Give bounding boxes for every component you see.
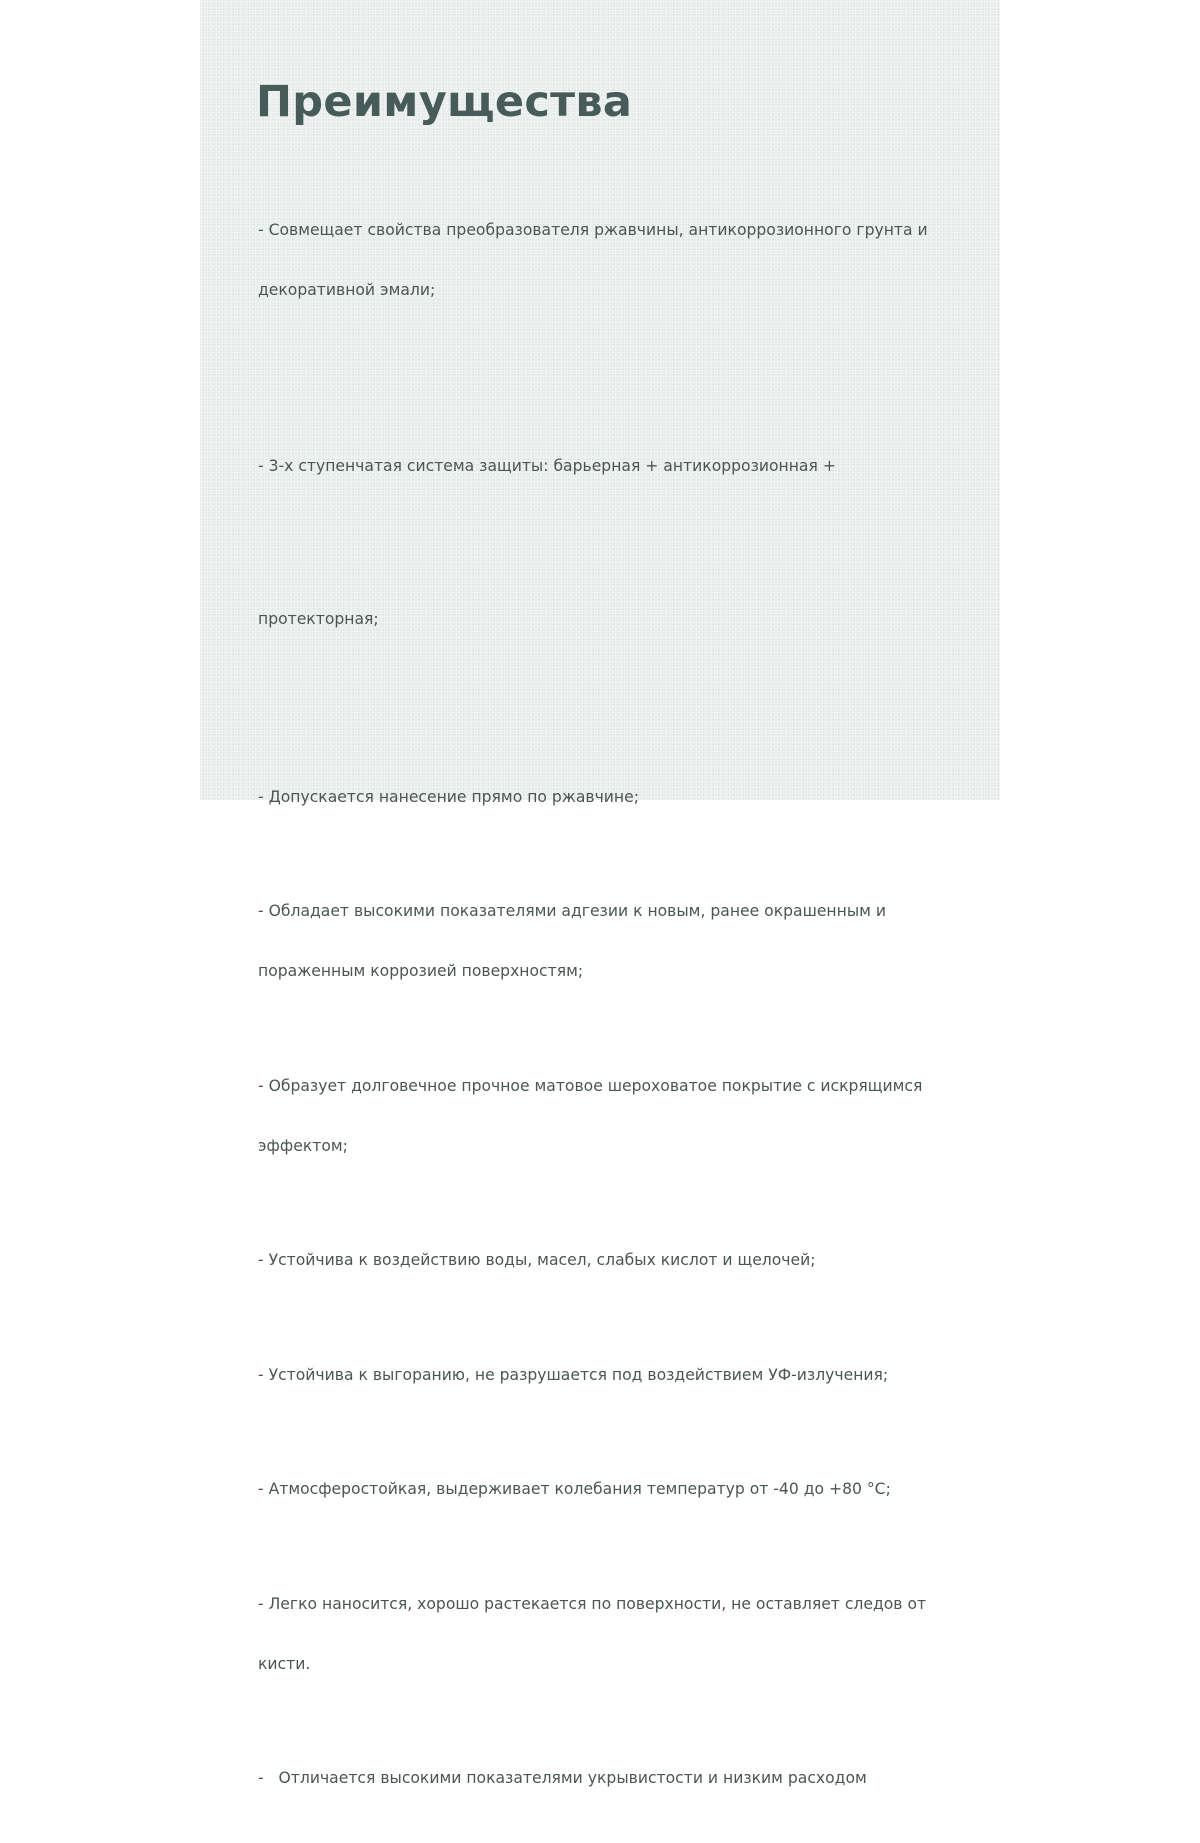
list-item-line: - Устойчива к выгоранию, не разрушается под воздействием УФ-излучения; bbox=[258, 1365, 889, 1384]
list-item bbox=[258, 1036, 978, 1196]
list-item-line: - Легко наносится, хорошо растекается по поверхности, не оставляет следов от bbox=[258, 1594, 927, 1613]
list-item bbox=[258, 861, 978, 1021]
list-item-line: эффектом; bbox=[258, 1136, 348, 1155]
list-item-line: - Образует долговечное прочное матовое шероховатое покрытие с искрящимся bbox=[258, 1076, 923, 1095]
list-item-line: - Совмещает свойства преобразователя ржавчины, антикоррозионного грунта и bbox=[258, 221, 928, 239]
list-item bbox=[258, 1325, 978, 1425]
list-item bbox=[258, 747, 978, 847]
list-item-line: протекторная; bbox=[258, 609, 379, 628]
list-item bbox=[258, 1439, 978, 1539]
list-item bbox=[258, 1728, 978, 1828]
list-item-line: пораженным коррозией поверхностям; bbox=[258, 962, 584, 980]
list-item-line: - Отличается высокими показателями укрывистости и низким расходом bbox=[258, 1769, 867, 1787]
list-item-line: - Атмосферостойкая, выдерживает колебания температур от -40 до +80 °С; bbox=[258, 1480, 891, 1498]
list-item-line: декоративной эмали; bbox=[258, 281, 436, 299]
page-title: Преимущества bbox=[256, 77, 633, 127]
advantages-list bbox=[258, 180, 978, 1843]
list-item bbox=[258, 1210, 978, 1310]
list-item bbox=[258, 1554, 978, 1714]
list-item bbox=[258, 180, 978, 340]
list-item-line: - Устойчива к воздействию воды, масел, слабых кислот и щелочей; bbox=[258, 1251, 816, 1269]
list-item-line: - Обладает высокими показателями адгезии к новым, ранее окрашенным и bbox=[258, 902, 886, 920]
list-item-line: - Допускается нанесение прямо по ржавчине; bbox=[258, 787, 639, 806]
list-item-line: кисти. bbox=[258, 1654, 311, 1673]
advantages-card bbox=[200, 0, 1000, 1787]
list-item-line: - 3-х ступенчатая система защиты: барьерная + антикоррозионная + bbox=[258, 456, 836, 475]
list-item bbox=[258, 339, 978, 747]
